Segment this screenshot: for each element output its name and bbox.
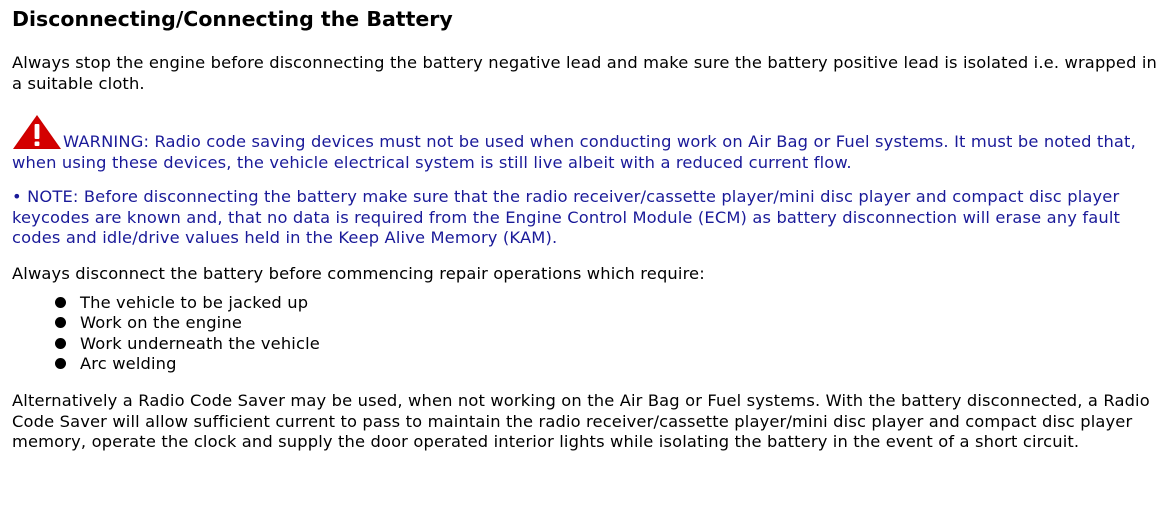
- intro-paragraph: Always stop the engine before disconnecting the battery negative lead and make sure the battery positive lead is isolated i.e. wrapped in a suitable cloth.: [12, 53, 1158, 93]
- warning-triangle-icon: [12, 114, 62, 150]
- bullet-icon: [55, 358, 66, 369]
- always-disconnect-paragraph: Always disconnect the battery before commencing repair operations which require:: [12, 263, 705, 283]
- bullet-icon: [55, 317, 66, 328]
- list-item: Work on the engine: [54, 313, 1167, 333]
- requirements-list: [12, 293, 1167, 374]
- note-paragraph: • NOTE: Before disconnecting the battery make sure that the radio receiver/cassette player/mini disc player and compact disc player keycodes are known and, that no data is required from the Engine Control Module (ECM) as battery disconnection will erase any fault codes and idle/drive values held in the Keep Alive Memory (KAM).: [12, 187, 1121, 247]
- list-item: Work underneath the vehicle: [54, 334, 1167, 354]
- warning-text: WARNING: Radio code saving devices must not be used when conducting work on Air Bag or Fuel systems. It must be noted that, when using these devices, the vehicle electrical system is still live albeit with a reduced current flow.: [12, 132, 1136, 172]
- bullet-icon: [55, 338, 66, 349]
- alternative-paragraph: Alternatively a Radio Code Saver may be used, when not working on the Air Bag or Fuel systems. With the battery disconnected, a Radio Code Saver will allow sufficient current to pass to maintain the radio receiver/cassette player/mini disc player and compact disc player memory, operate the clock and supply the door operated interior lights while isolating the battery in the event of a short circuit.: [12, 391, 1150, 452]
- warning-paragraph: [12, 114, 1167, 173]
- list-item: The vehicle to be jacked up: [54, 293, 1167, 313]
- list-item: Arc welding: [54, 354, 1167, 374]
- page-title: Disconnecting/Connecting the Battery: [12, 7, 453, 31]
- bullet-icon: [55, 297, 66, 308]
- document-page: [12, 6, 1167, 453]
